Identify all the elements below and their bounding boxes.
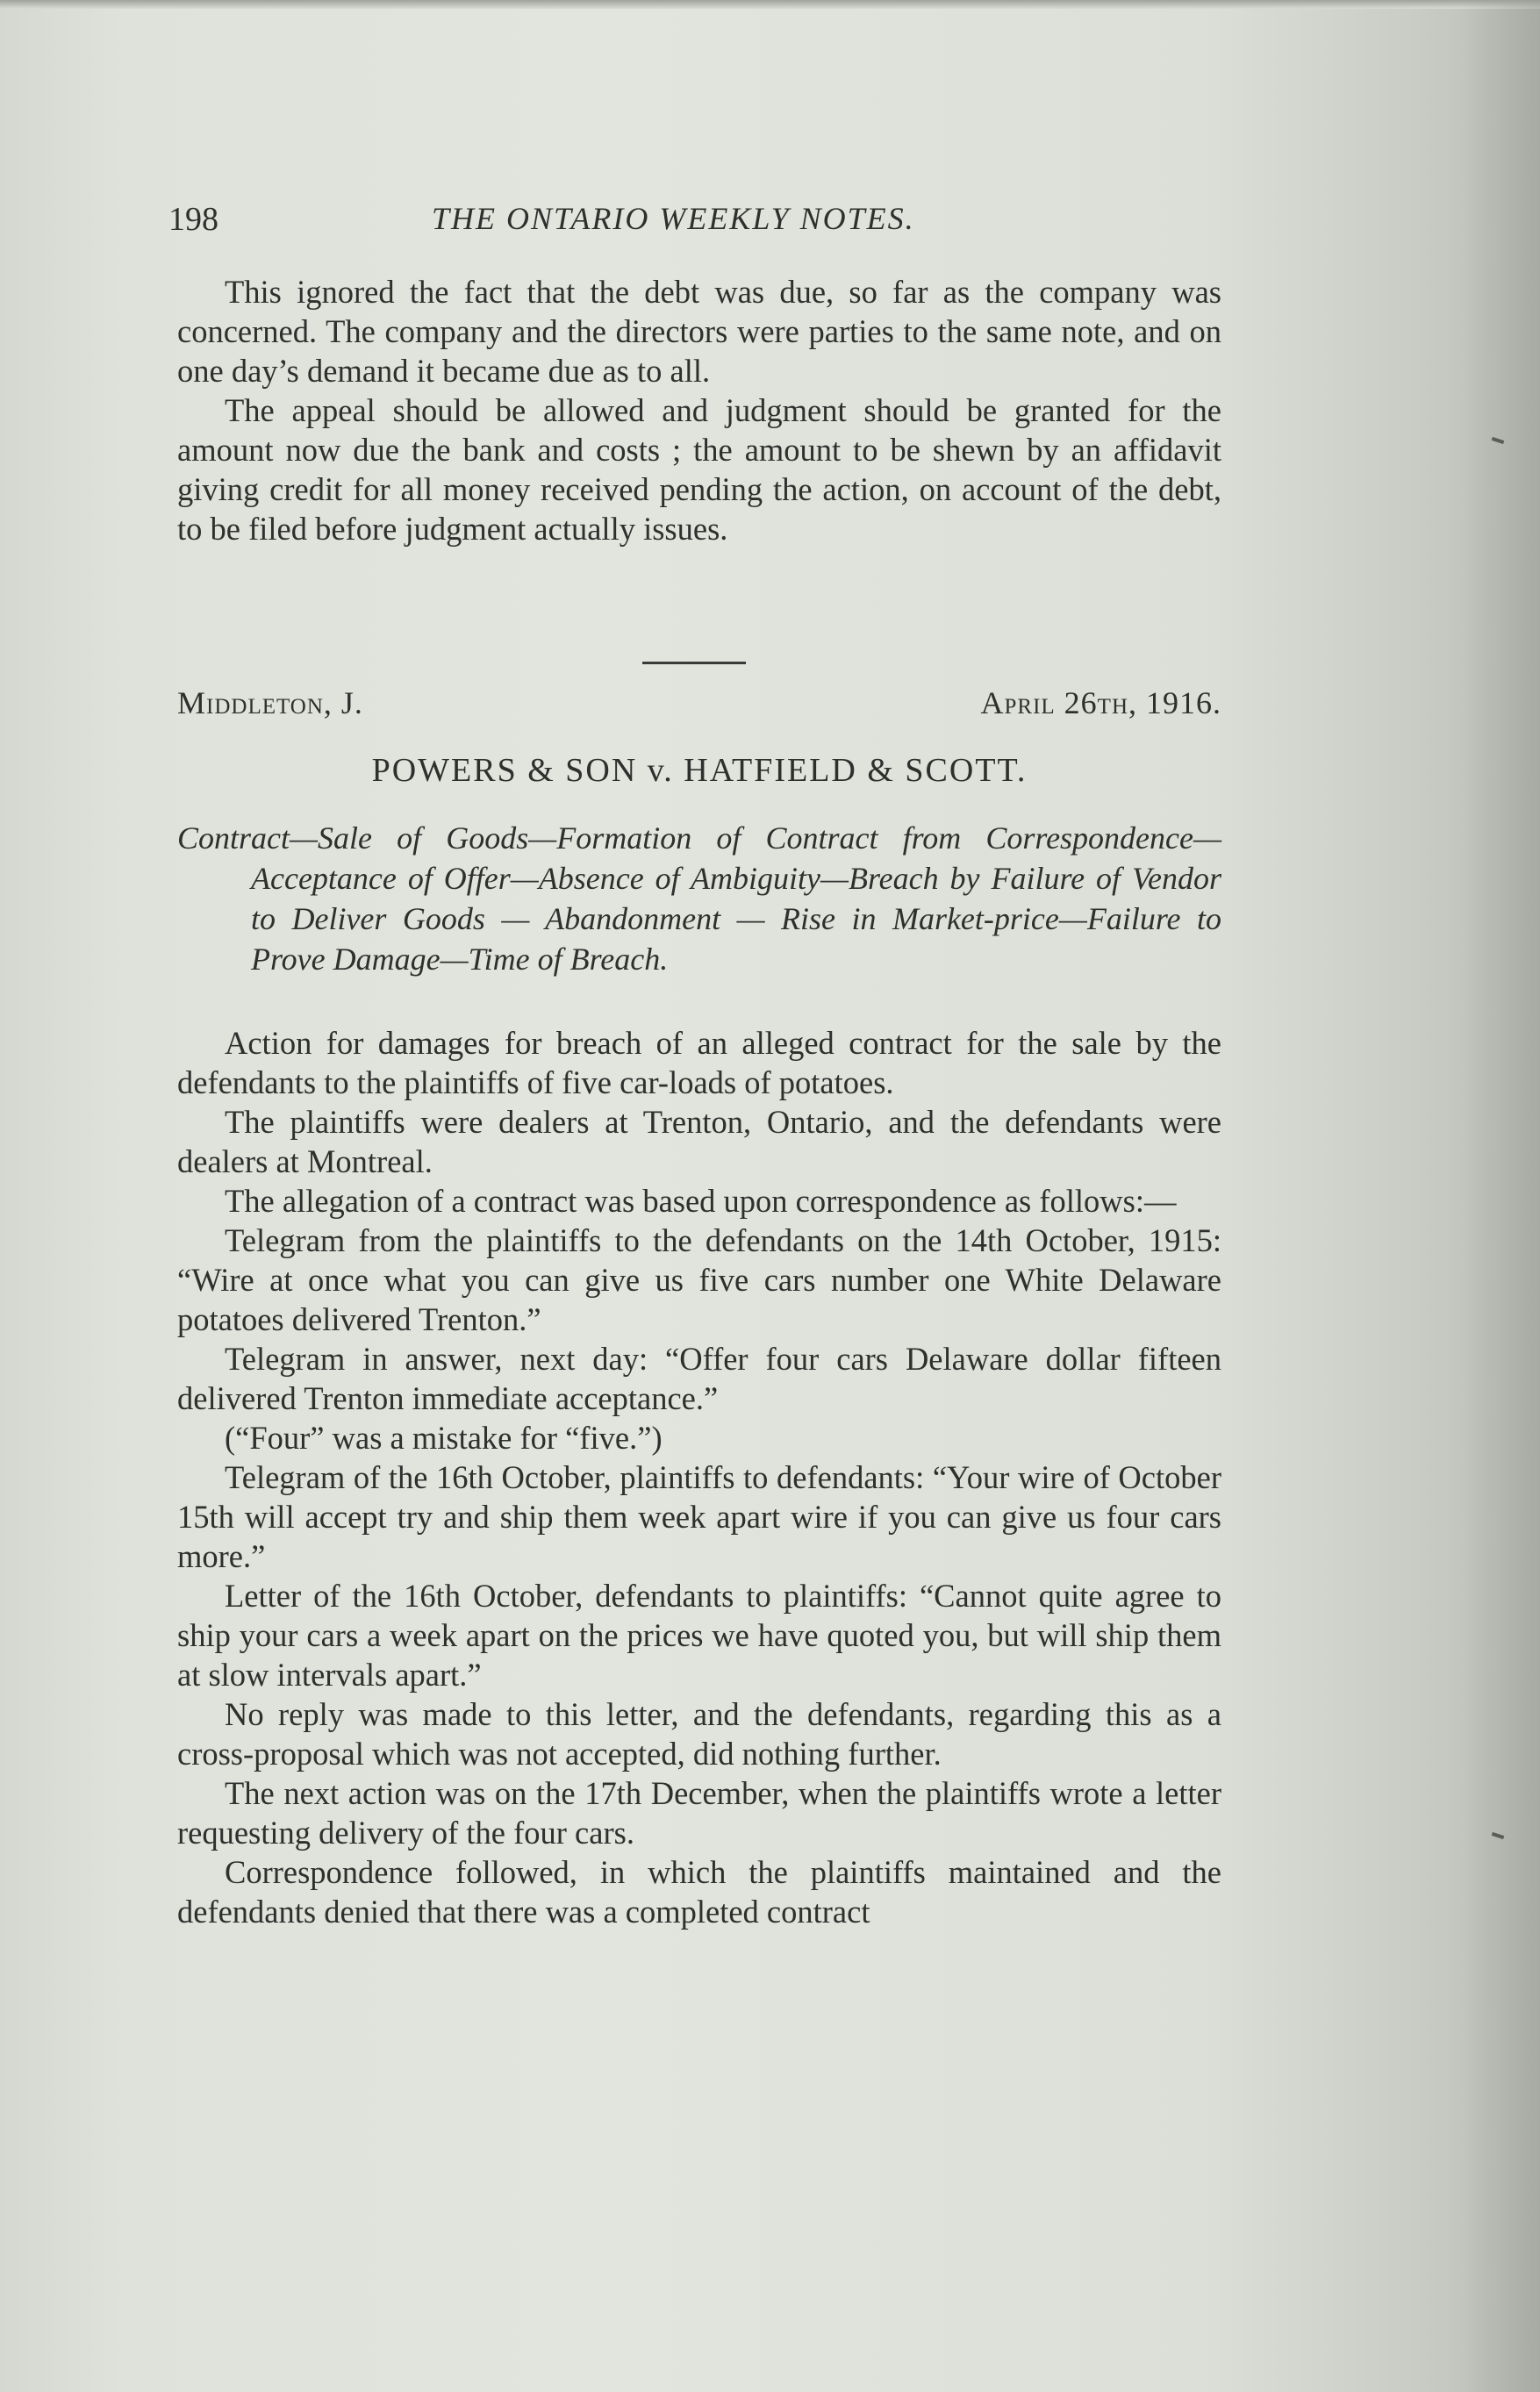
paragraph: The appeal should be allowed and judgment should be granted for the amount now due the bank and costs ; the amount to be shewn by an affidavit giving credit for all money received pending the action, on account of the debt, to be filed before judgment actually issues. — [177, 392, 1221, 547]
running-head — [168, 200, 1221, 244]
case-title: POWERS & SON v. HATFIELD & SCOTT. — [371, 752, 1028, 789]
continued-text — [177, 272, 1221, 548]
paragraph: Letter of the 16th October, defendants to plaintiffs: “Cannot quite agree to ship your cars a week apart on the prices we have quoted you, but will ship them at slow intervals apart.” — [177, 1578, 1221, 1693]
page-number: 198 — [168, 201, 218, 238]
paragraph: (“Four” was a mistake for “five.”) — [225, 1420, 663, 1456]
paragraph: Telegram from the plaintiffs to the defendants on the 14th October, 1915: “Wire at once what you can give us five cars number one White Delaware potatoes delivered Trenton.” — [177, 1222, 1221, 1337]
paragraph: Telegram in answer, next day: “Offer four cars Delaware dollar fifteen delivered Trenton immediate acceptance.” — [177, 1341, 1221, 1416]
paragraph: Correspondence followed, in which the plaintiffs maintained and the defendants denied that there was a completed contract — [177, 1854, 1221, 1930]
paragraph: The allegation of a contract was based upon correspondence as follows:— — [225, 1183, 1177, 1219]
binding-shadow — [1461, 0, 1540, 2392]
paragraph: Telegram of the 16th October, plaintiffs to defendants: “Your wire of October 15th will accept try and ship them week apart wire if you can give us four cars more.” — [177, 1459, 1221, 1574]
journal-title: THE ONTARIO WEEKLY NOTES. — [432, 201, 915, 236]
section-divider — [642, 662, 746, 664]
decision-date: April 26th, 1916. — [980, 685, 1221, 720]
headnote: Contract—Sale of Goods—Formation of Contract from Correspondence—Acceptance of Offer—Absence of Ambiguity—Breach by Failure of Vendor to Deliver Goods — Abandonment — Rise in Market-price—Failure to Prove Damage—Time of Breach. — [177, 820, 1221, 977]
paragraph: The plaintiffs were dealers at Trenton, Ontario, and the defendants were dealers at Montreal. — [177, 1104, 1221, 1179]
case-body — [177, 1023, 1221, 1931]
paragraph: No reply was made to this letter, and the defendants, regarding this as a cross-proposal which was not accepted, did nothing further. — [177, 1696, 1221, 1772]
paragraph: The next action was on the 17th December, when the plaintiffs wrote a letter requesting delivery of the four cars. — [177, 1775, 1221, 1851]
page-top-edge — [0, 0, 1540, 9]
paragraph: Action for damages for breach of an alleged contract for the sale by the defendants to the plaintiffs of five car-loads of potatoes. — [177, 1025, 1221, 1100]
paragraph: This ignored the fact that the debt was due, so far as the company was concerned. The company and the directors were parties to the same note, and on one day’s demand it became due as to all. — [177, 274, 1221, 389]
judge-name: Middleton, J. — [177, 685, 363, 720]
judge-line — [177, 684, 1221, 728]
